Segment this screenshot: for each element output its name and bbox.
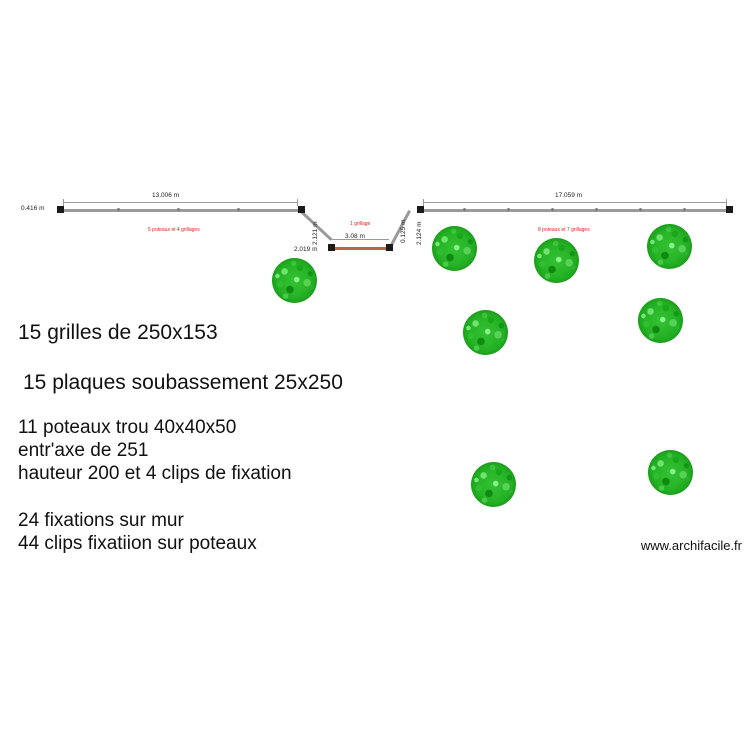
dimension-line-right-wall	[423, 202, 726, 203]
dimension-tick	[726, 199, 727, 206]
post-marker	[463, 208, 466, 211]
post-marker	[177, 208, 180, 211]
node-right-corner[interactable]	[417, 206, 424, 213]
annotation-bottom-segment: 1 grillage	[350, 221, 371, 227]
post-marker	[683, 208, 686, 211]
note-entraxe: entr'axe de 251	[18, 440, 149, 461]
watermark-archifacile[interactable]: www.archifacile.fr	[640, 538, 742, 553]
node-right-end[interactable]	[726, 206, 733, 213]
note-fixations-mur: 24 fixations sur mur	[18, 510, 184, 531]
bush-2	[432, 226, 477, 271]
dimension-right-wall: 17.059 m	[555, 192, 583, 199]
bush-6	[638, 298, 683, 343]
dimension-left-diagonal: 2.121 m	[312, 221, 319, 245]
node-bottom-right[interactable]	[386, 244, 393, 251]
dimension-left-diagonal-lower: 2.019 m	[294, 246, 318, 253]
dimension-bottom-segment: 3.08 m	[345, 233, 365, 240]
annotation-right-wall: 8 poteaux et 7 grillages	[538, 227, 590, 233]
dimension-right-diagonal-small: 0.125 m	[400, 219, 407, 243]
note-plaques: 15 plaques soubassement 25x250	[23, 371, 343, 394]
wall-bottom-segment	[331, 247, 390, 250]
bush-4	[647, 224, 692, 269]
note-hauteur-clips: hauteur 200 et 4 clips de fixation	[18, 463, 292, 484]
dimension-left-offset: 0.416 m	[21, 205, 45, 212]
bush-5	[463, 310, 508, 355]
post-marker	[551, 208, 554, 211]
note-clips-poteaux: 44 clips fixatiion sur poteaux	[18, 533, 257, 554]
node-bottom-left[interactable]	[328, 244, 335, 251]
bush-3	[534, 238, 579, 283]
dimension-tick	[423, 199, 424, 206]
post-marker	[595, 208, 598, 211]
bush-8	[648, 450, 693, 495]
note-poteaux: 11 poteaux trou 40x40x50	[18, 417, 237, 438]
dimension-tick	[63, 199, 64, 206]
notes-block	[18, 318, 343, 555]
node-left-end[interactable]	[57, 206, 64, 213]
dimension-right-diagonal: 2.124 m	[416, 221, 423, 245]
wall-left	[60, 209, 304, 212]
bush-7	[471, 462, 516, 507]
post-marker	[507, 208, 510, 211]
bush-1	[272, 258, 317, 303]
node-left-corner[interactable]	[298, 206, 305, 213]
post-marker	[639, 208, 642, 211]
note-grilles: 15 grilles de 250x153	[18, 321, 218, 344]
post-marker	[117, 208, 120, 211]
annotation-left-wall: 5 poteaux et 4 grillages	[148, 227, 200, 233]
dimension-tick	[297, 199, 298, 206]
fence-plan-drawing	[0, 0, 750, 300]
dimension-left-wall: 13.006 m	[152, 192, 180, 199]
dimension-line-left-wall	[63, 202, 297, 203]
post-marker	[237, 208, 240, 211]
